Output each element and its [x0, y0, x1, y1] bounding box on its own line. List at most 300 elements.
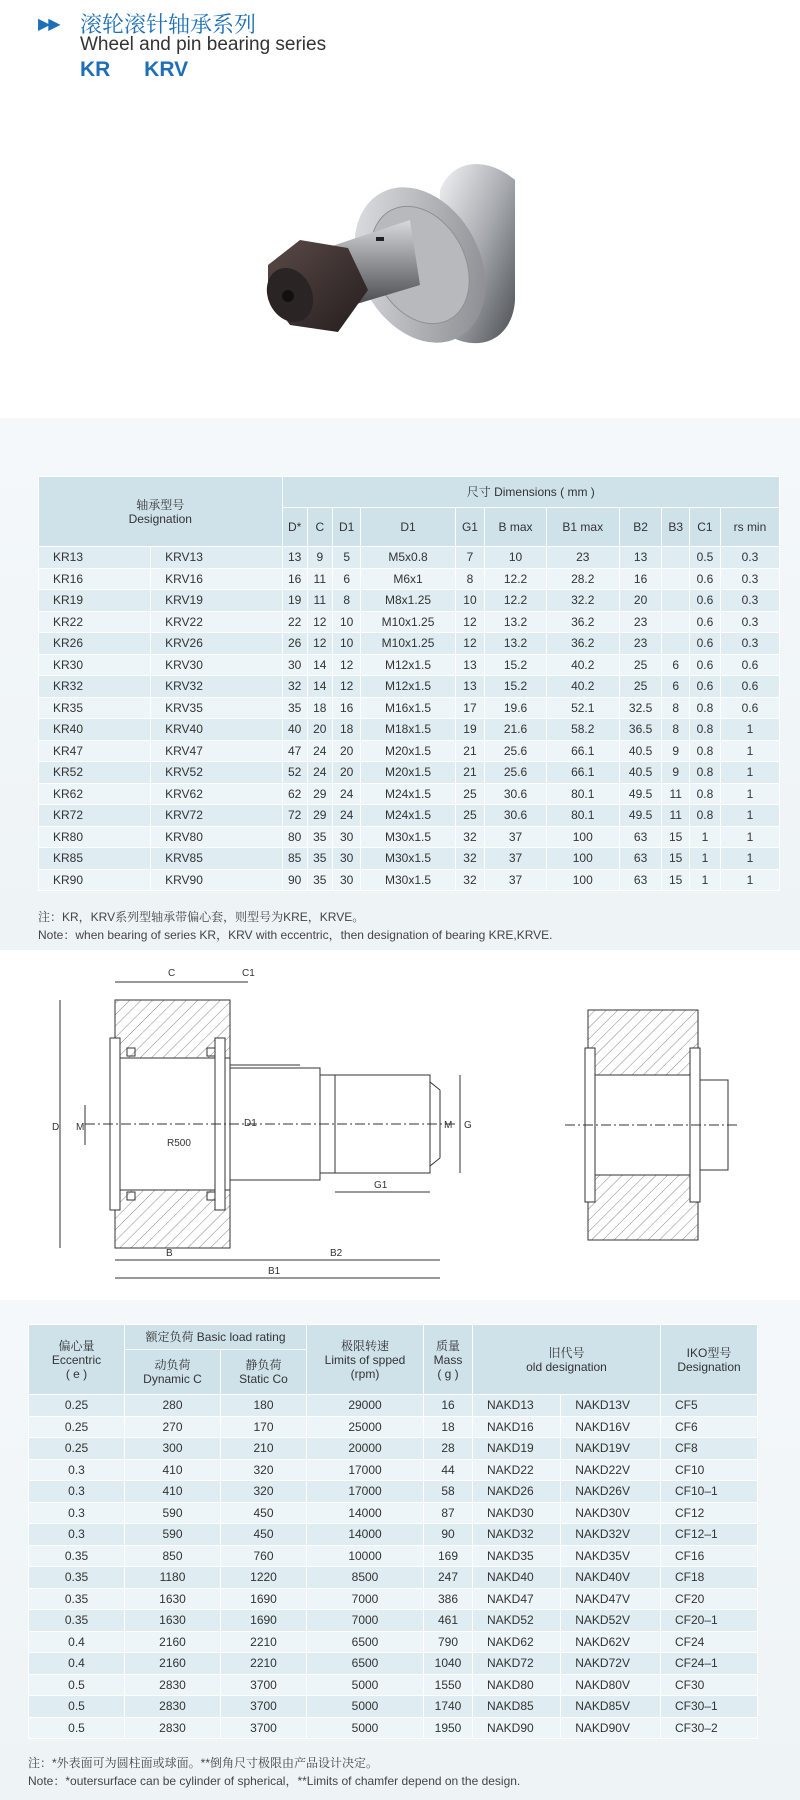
table-row	[29, 1502, 758, 1524]
dimension-column-header: G1	[455, 508, 485, 547]
table-cell: 1690	[221, 1610, 307, 1632]
table-cell: KRV62	[151, 783, 282, 805]
table-cell: 0.3	[720, 611, 779, 633]
old-en: old designation	[526, 1359, 607, 1374]
table-cell: NAKD40V	[561, 1567, 661, 1589]
table-cell: 72	[282, 805, 307, 827]
table-cell: KRV47	[151, 740, 282, 762]
old-designation-header	[473, 1325, 661, 1395]
table-cell: 16	[424, 1395, 473, 1417]
table-cell: 1	[720, 740, 779, 762]
table-cell: 3700	[221, 1696, 307, 1718]
table-cell: 2830	[125, 1717, 221, 1739]
table-cell: KR35	[39, 697, 151, 719]
table-cell: M24x1.5	[361, 783, 455, 805]
dimension-column-header: B2	[619, 508, 662, 547]
table-cell: 6500	[307, 1653, 424, 1675]
table-cell: CF10	[661, 1459, 758, 1481]
table-cell: 80.1	[546, 783, 619, 805]
table-cell: 0.3	[720, 568, 779, 590]
table-cell: 8	[332, 590, 361, 612]
table-row	[39, 805, 780, 827]
table-cell: NAKD30V	[561, 1502, 661, 1524]
iko-cn: IKO型号	[686, 1345, 732, 1360]
table-row	[39, 869, 780, 891]
dimension-column-header: B max	[485, 508, 546, 547]
table-cell: 0.25	[29, 1395, 125, 1417]
table-cell: 6500	[307, 1631, 424, 1653]
table-row	[29, 1545, 758, 1567]
technical-drawing	[0, 960, 800, 1290]
table-cell: M10x1.25	[361, 633, 455, 655]
table-cell: 40.5	[619, 740, 662, 762]
table-cell: KRV16	[151, 568, 282, 590]
designation-en: Designation	[128, 511, 192, 526]
table-cell: 0.6	[689, 676, 720, 698]
table-cell: 28.2	[546, 568, 619, 590]
table-cell: 49.5	[619, 805, 662, 827]
table-cell: CF12–1	[661, 1524, 758, 1546]
table-cell: KR40	[39, 719, 151, 741]
table-cell: 0.3	[29, 1524, 125, 1546]
table-cell: 1	[720, 826, 779, 848]
table1-note-cn: 注：KR，KRV系列型轴承带偏心套，则型号为KRE，KRVE。	[38, 910, 365, 924]
table-cell: M6x1	[361, 568, 455, 590]
table-cell: 14	[307, 676, 332, 698]
table-cell: KR32	[39, 676, 151, 698]
table-cell: 21	[455, 740, 485, 762]
table-cell: NAKD52	[473, 1610, 561, 1632]
table-cell: CF20	[661, 1588, 758, 1610]
table-cell: NAKD19	[473, 1438, 561, 1460]
table-cell: KRV22	[151, 611, 282, 633]
table-cell: 40.5	[619, 762, 662, 784]
table-cell: 23	[619, 611, 662, 633]
table-cell: 450	[221, 1524, 307, 1546]
table-cell: CF5	[661, 1395, 758, 1417]
table-row	[39, 783, 780, 805]
table-row	[39, 611, 780, 633]
table-cell: 20	[332, 740, 361, 762]
table-cell: 36.2	[546, 611, 619, 633]
table-cell: 30	[332, 869, 361, 891]
dim-label-c1: C1	[242, 968, 255, 979]
table-cell: 63	[619, 848, 662, 870]
table-cell: 32	[455, 848, 485, 870]
dimension-column-header: D1	[332, 508, 361, 547]
dim-label-b1: B1	[268, 1266, 281, 1277]
table-cell: 12	[455, 633, 485, 655]
table-cell	[662, 590, 689, 612]
table-cell: 1	[720, 805, 779, 827]
table-cell: M30x1.5	[361, 869, 455, 891]
dynamic-en: Dynamic C	[143, 1372, 202, 1386]
table-cell: CF30	[661, 1674, 758, 1696]
table-cell: 22	[282, 611, 307, 633]
table-cell: 1740	[424, 1696, 473, 1718]
table-cell: 9	[662, 762, 689, 784]
table-cell: 0.5	[29, 1717, 125, 1739]
table-cell: 2210	[221, 1653, 307, 1675]
table-cell: 5	[332, 547, 361, 569]
table-row	[29, 1395, 758, 1417]
dim-label-r500: R500	[167, 1138, 191, 1149]
table-cell: 11	[662, 805, 689, 827]
table-cell: 25.6	[485, 762, 546, 784]
table-cell: CF8	[661, 1438, 758, 1460]
table-cell: 170	[221, 1416, 307, 1438]
table-cell: 1630	[125, 1588, 221, 1610]
table-row	[29, 1459, 758, 1481]
table-cell: 100	[546, 848, 619, 870]
dimension-column-header: D*	[282, 508, 307, 547]
table-cell: 13	[619, 547, 662, 569]
table-cell: 410	[125, 1481, 221, 1503]
table-cell: 12	[332, 676, 361, 698]
table-cell: 10	[332, 633, 361, 655]
table-cell: CF24	[661, 1631, 758, 1653]
eccentric-header	[29, 1325, 125, 1395]
table-cell: M5x0.8	[361, 547, 455, 569]
table-row	[39, 547, 780, 569]
table-row	[39, 848, 780, 870]
table-cell: NAKD32	[473, 1524, 561, 1546]
table-cell: 0.6	[689, 568, 720, 590]
table-cell: 320	[221, 1481, 307, 1503]
table-row	[29, 1567, 758, 1589]
table-cell: 14000	[307, 1502, 424, 1524]
table-cell: 1950	[424, 1717, 473, 1739]
table-row	[39, 826, 780, 848]
table-cell: NAKD52V	[561, 1610, 661, 1632]
table-row	[29, 1481, 758, 1503]
table-cell: 790	[424, 1631, 473, 1653]
table-cell: NAKD35	[473, 1545, 561, 1567]
table-cell: 850	[125, 1545, 221, 1567]
table-cell: 19	[282, 590, 307, 612]
table-cell: 0.6	[689, 633, 720, 655]
old-cn: 旧代号	[548, 1345, 585, 1360]
table-cell: 210	[221, 1438, 307, 1460]
table-cell: 1	[720, 869, 779, 891]
table-cell: 18	[424, 1416, 473, 1438]
table-cell: 12.2	[485, 568, 546, 590]
table-cell: 15	[662, 869, 689, 891]
table-cell: 2210	[221, 1631, 307, 1653]
table-cell: KR22	[39, 611, 151, 633]
table-cell: CF24–1	[661, 1653, 758, 1675]
table-row	[39, 568, 780, 590]
table-cell: NAKD13	[473, 1395, 561, 1417]
table-cell: M16x1.5	[361, 697, 455, 719]
title-english: Wheel and pin bearing series	[80, 34, 327, 55]
dimension-column-header: C1	[689, 508, 720, 547]
double-arrow-icon: ▶▶	[38, 16, 59, 33]
table-cell: 28	[424, 1438, 473, 1460]
table-cell: 12	[332, 654, 361, 676]
table-cell: NAKD80	[473, 1674, 561, 1696]
table-cell: 66.1	[546, 740, 619, 762]
table-row	[29, 1696, 758, 1718]
table-cell: 15	[662, 848, 689, 870]
table-cell: 80.1	[546, 805, 619, 827]
table-row	[29, 1674, 758, 1696]
eccentric-en: Eccentric	[51, 1352, 102, 1367]
table-cell: M10x1.25	[361, 611, 455, 633]
table-cell: 14	[307, 654, 332, 676]
table-cell: 17000	[307, 1459, 424, 1481]
table-cell: 11	[662, 783, 689, 805]
table-cell: M12x1.5	[361, 676, 455, 698]
table-cell: 44	[424, 1459, 473, 1481]
table-cell: 24	[307, 740, 332, 762]
table-cell: 29000	[307, 1395, 424, 1417]
table-cell: 30	[332, 826, 361, 848]
iko-en: Designation	[677, 1359, 741, 1374]
table-cell: 15	[662, 826, 689, 848]
mass-unit: ( g )	[437, 1366, 459, 1381]
table-cell: 62	[282, 783, 307, 805]
table-cell: 1180	[125, 1567, 221, 1589]
table-cell: 12	[307, 633, 332, 655]
table-cell: 13.2	[485, 633, 546, 655]
table-cell: M20x1.5	[361, 762, 455, 784]
table-cell: 37	[485, 826, 546, 848]
table-cell: 24	[332, 805, 361, 827]
table-cell: KRV35	[151, 697, 282, 719]
table-cell: 1220	[221, 1567, 307, 1589]
table-cell: NAKD13V	[561, 1395, 661, 1417]
table-cell: KRV72	[151, 805, 282, 827]
table-cell: CF20–1	[661, 1610, 758, 1632]
table-cell: 5000	[307, 1674, 424, 1696]
mass-cn: 质量	[435, 1338, 460, 1353]
designation-header	[39, 477, 283, 547]
table-cell: 25	[619, 676, 662, 698]
table-cell: 13	[455, 676, 485, 698]
table-cell: 0.35	[29, 1588, 125, 1610]
table-cell: 13.2	[485, 611, 546, 633]
table-cell: 270	[125, 1416, 221, 1438]
table-cell: KRV52	[151, 762, 282, 784]
table-cell: KR47	[39, 740, 151, 762]
mass-header	[424, 1325, 473, 1395]
table-cell: 12	[307, 611, 332, 633]
speed-header	[307, 1325, 424, 1395]
table-cell: M30x1.5	[361, 826, 455, 848]
table-cell: NAKD72V	[561, 1653, 661, 1675]
dim-label-c: C	[168, 968, 176, 979]
table-cell: 8	[662, 697, 689, 719]
table-cell: 9	[307, 547, 332, 569]
table-cell: 7000	[307, 1610, 424, 1632]
table-row	[29, 1631, 758, 1653]
table-row	[39, 590, 780, 612]
table-cell: 0.25	[29, 1416, 125, 1438]
table-cell: 2830	[125, 1674, 221, 1696]
table-cell: M18x1.5	[361, 719, 455, 741]
table-cell: NAKD85V	[561, 1696, 661, 1718]
table-cell: M8x1.25	[361, 590, 455, 612]
table-cell: NAKD90V	[561, 1717, 661, 1739]
table-cell: 12	[455, 611, 485, 633]
table-cell: 8500	[307, 1567, 424, 1589]
table-cell: NAKD40	[473, 1567, 561, 1589]
table-cell: 36.5	[619, 719, 662, 741]
table-cell: 1	[689, 826, 720, 848]
dynamic-header	[125, 1350, 221, 1395]
table-cell: 0.6	[720, 676, 779, 698]
table-cell: 12.2	[485, 590, 546, 612]
table-cell: 450	[221, 1502, 307, 1524]
table-cell: 0.4	[29, 1653, 125, 1675]
table-cell: 0.3	[720, 590, 779, 612]
table-cell: NAKD19V	[561, 1438, 661, 1460]
table-cell: 30	[332, 848, 361, 870]
table-cell: NAKD90	[473, 1717, 561, 1739]
table-cell: 1	[720, 762, 779, 784]
table-row	[29, 1438, 758, 1460]
table-cell: 1	[720, 783, 779, 805]
table-row	[29, 1588, 758, 1610]
table-cell: KR30	[39, 654, 151, 676]
table2-note-cn: 注：*外表面可为圆柱面或球面。**倒角尺寸极限由产品设计决定。	[28, 1756, 379, 1770]
table-row	[39, 633, 780, 655]
table-cell: 0.8	[689, 805, 720, 827]
table-cell: 590	[125, 1502, 221, 1524]
table-cell: NAKD26V	[561, 1481, 661, 1503]
table-cell: 16	[282, 568, 307, 590]
table-cell	[662, 568, 689, 590]
table-row	[39, 697, 780, 719]
table-cell: 23	[546, 547, 619, 569]
table-cell	[662, 633, 689, 655]
designation-cn: 轴承型号	[136, 497, 185, 512]
table-cell: 18	[307, 697, 332, 719]
table-cell: 25	[455, 783, 485, 805]
table-cell: 410	[125, 1459, 221, 1481]
table-cell: 0.5	[689, 547, 720, 569]
table-cell: 1	[689, 869, 720, 891]
table-cell: CF30–1	[661, 1696, 758, 1718]
table-cell: 47	[282, 740, 307, 762]
dim-label-b2: B2	[330, 1248, 343, 1259]
dim-label-d1: D1	[244, 1118, 257, 1129]
table-cell: 0.8	[689, 719, 720, 741]
table-cell: M30x1.5	[361, 848, 455, 870]
table-cell: KRV90	[151, 869, 282, 891]
load-rating-table	[28, 1324, 758, 1739]
table-cell: 386	[424, 1588, 473, 1610]
table-cell: 66.1	[546, 762, 619, 784]
table-cell: 16	[619, 568, 662, 590]
table-cell: 169	[424, 1545, 473, 1567]
table-cell: 1690	[221, 1588, 307, 1610]
table-cell: 1	[689, 848, 720, 870]
table-cell: 461	[424, 1610, 473, 1632]
table-cell: CF6	[661, 1416, 758, 1438]
table-cell: 25.6	[485, 740, 546, 762]
dim-label-g1: G1	[374, 1180, 388, 1191]
table-cell: 35	[307, 848, 332, 870]
table-cell: NAKD47V	[561, 1588, 661, 1610]
table-cell: 9	[662, 740, 689, 762]
table-cell: 0.8	[689, 783, 720, 805]
table-cell: CF16	[661, 1545, 758, 1567]
table-cell: NAKD26	[473, 1481, 561, 1503]
dimensions-table	[38, 476, 780, 891]
table-cell: NAKD22V	[561, 1459, 661, 1481]
table-cell: 2830	[125, 1696, 221, 1718]
table-cell: KR80	[39, 826, 151, 848]
table-cell: 32.2	[546, 590, 619, 612]
table-cell: 3700	[221, 1717, 307, 1739]
table-cell: 80	[282, 826, 307, 848]
table-cell: 30.6	[485, 783, 546, 805]
table-cell: NAKD35V	[561, 1545, 661, 1567]
table-cell: 0.6	[720, 654, 779, 676]
table-cell: 10	[332, 611, 361, 633]
table-cell: 0.35	[29, 1567, 125, 1589]
table-cell: CF30–2	[661, 1717, 758, 1739]
dimension-column-header: rs min	[720, 508, 779, 547]
table-cell: 90	[424, 1524, 473, 1546]
table-cell: 15.2	[485, 676, 546, 698]
table-cell: 8	[662, 719, 689, 741]
table-row	[39, 762, 780, 784]
table-cell: 0.35	[29, 1610, 125, 1632]
table-cell: 10	[455, 590, 485, 612]
table-cell: 0.4	[29, 1631, 125, 1653]
table-cell: 0.8	[689, 697, 720, 719]
speed-cn: 极限转速	[340, 1338, 389, 1353]
table-cell: KR13	[39, 547, 151, 569]
table-cell: 0.3	[29, 1481, 125, 1503]
table-row	[39, 719, 780, 741]
table-cell: 1550	[424, 1674, 473, 1696]
table-cell: 52.1	[546, 697, 619, 719]
table-cell: M12x1.5	[361, 654, 455, 676]
table-row	[29, 1653, 758, 1675]
table-cell: 36.2	[546, 633, 619, 655]
table-cell: 7000	[307, 1588, 424, 1610]
table-cell: 6	[662, 654, 689, 676]
table-cell: 40.2	[546, 654, 619, 676]
table-cell: 0.3	[720, 547, 779, 569]
table-cell: 19	[455, 719, 485, 741]
table-cell: 15.2	[485, 654, 546, 676]
table-cell: 37	[485, 869, 546, 891]
table-cell: KR85	[39, 848, 151, 870]
table-cell: 20	[307, 719, 332, 741]
table-cell: 85	[282, 848, 307, 870]
table-cell: KR62	[39, 783, 151, 805]
dimension-column-header: C	[307, 508, 332, 547]
table-cell: NAKD62	[473, 1631, 561, 1653]
dimensions-header: 尺寸 Dimensions ( mm )	[282, 477, 779, 508]
table-cell: 25	[455, 805, 485, 827]
dimension-column-header: B3	[662, 508, 689, 547]
table-cell: CF10–1	[661, 1481, 758, 1503]
dimension-column-header: D1	[361, 508, 455, 547]
table-row	[39, 740, 780, 762]
table-cell: 6	[662, 676, 689, 698]
table-cell: KR52	[39, 762, 151, 784]
table-cell: 300	[125, 1438, 221, 1460]
table-cell: 40	[282, 719, 307, 741]
table-cell: 11	[307, 590, 332, 612]
table-cell: 87	[424, 1502, 473, 1524]
